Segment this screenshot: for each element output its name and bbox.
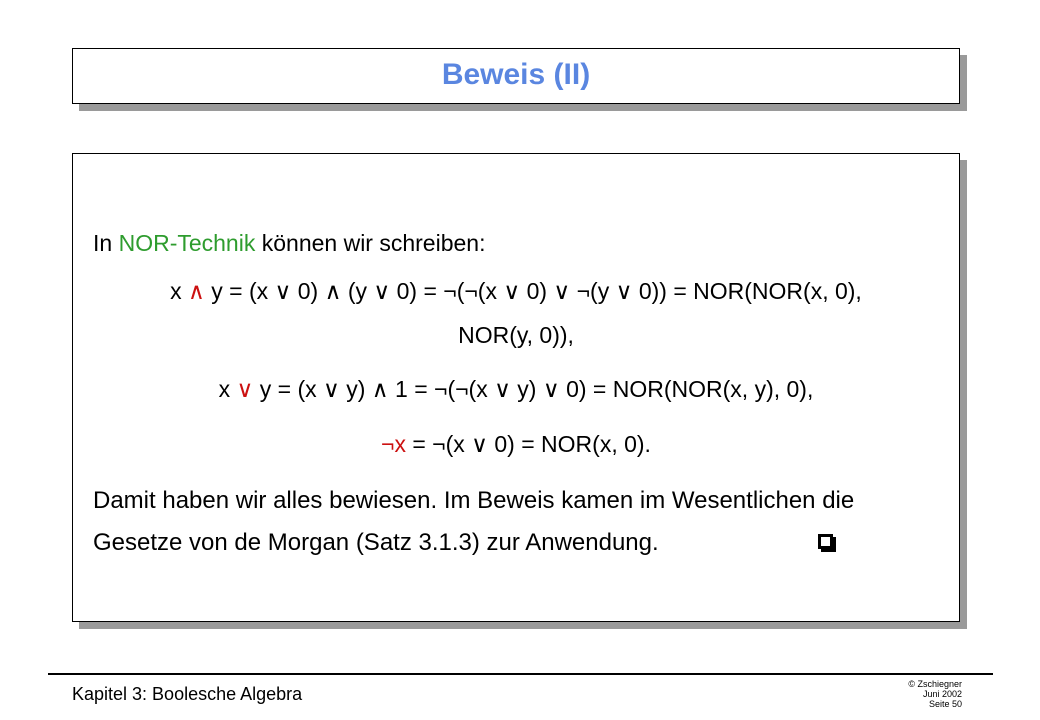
- nor-technik-highlight: NOR-Technik: [118, 230, 256, 256]
- formula-not: [73, 433, 959, 456]
- not-variable: x: [394, 431, 406, 457]
- conclusion-line2: Gesetze von de Morgan (Satz 3.1.3) zur Anwendung.: [93, 529, 659, 556]
- formula-and-line1: [73, 280, 959, 303]
- not-symbol: ¬: [381, 431, 395, 457]
- formula-or: [73, 378, 959, 401]
- formula-and-post: y = (x ∨ 0) ∧ (y ∨ 0) = ¬(¬(x ∨ 0) ∨ ¬(y ∨ 0)) = NOR(NOR(x, 0),: [204, 278, 862, 304]
- and-operator: ∧: [188, 278, 205, 304]
- footer-meta: [908, 679, 962, 709]
- slide-title: Beweis (II): [441, 58, 591, 91]
- formula-or-post: y = (x ∨ y) ∧ 1 = ¬(¬(x ∨ y) ∨ 0) = NOR(NOR(x, y), 0),: [253, 376, 814, 402]
- footer-copyright: © Zschiegner: [908, 679, 962, 689]
- not-operator: [381, 431, 406, 457]
- formula-not-post: = ¬(x ∨ 0) = NOR(x, 0).: [405, 431, 651, 457]
- footer-rule: [48, 673, 993, 675]
- title-box: [72, 48, 960, 104]
- or-operator: ∨: [236, 376, 254, 402]
- intro-before: In: [93, 230, 119, 256]
- footer-chapter: Kapitel 3: Boolesche Algebra: [72, 684, 303, 704]
- content-box: [72, 153, 960, 622]
- qed-square-icon: [818, 534, 833, 549]
- formula-or-pre: x: [218, 376, 237, 402]
- formula-and-line2: NOR(y, 0)),: [458, 322, 574, 348]
- intro-after: können wir schreiben:: [255, 230, 486, 256]
- formula-and-pre: x: [170, 278, 189, 304]
- footer-date: Juni 2002: [922, 689, 962, 699]
- footer-page: Seite 50: [928, 699, 962, 709]
- conclusion-line1: Damit haben wir alles bewiesen. Im Beweis kamen im Wesentlichen die: [93, 487, 855, 514]
- intro-text: [93, 232, 485, 255]
